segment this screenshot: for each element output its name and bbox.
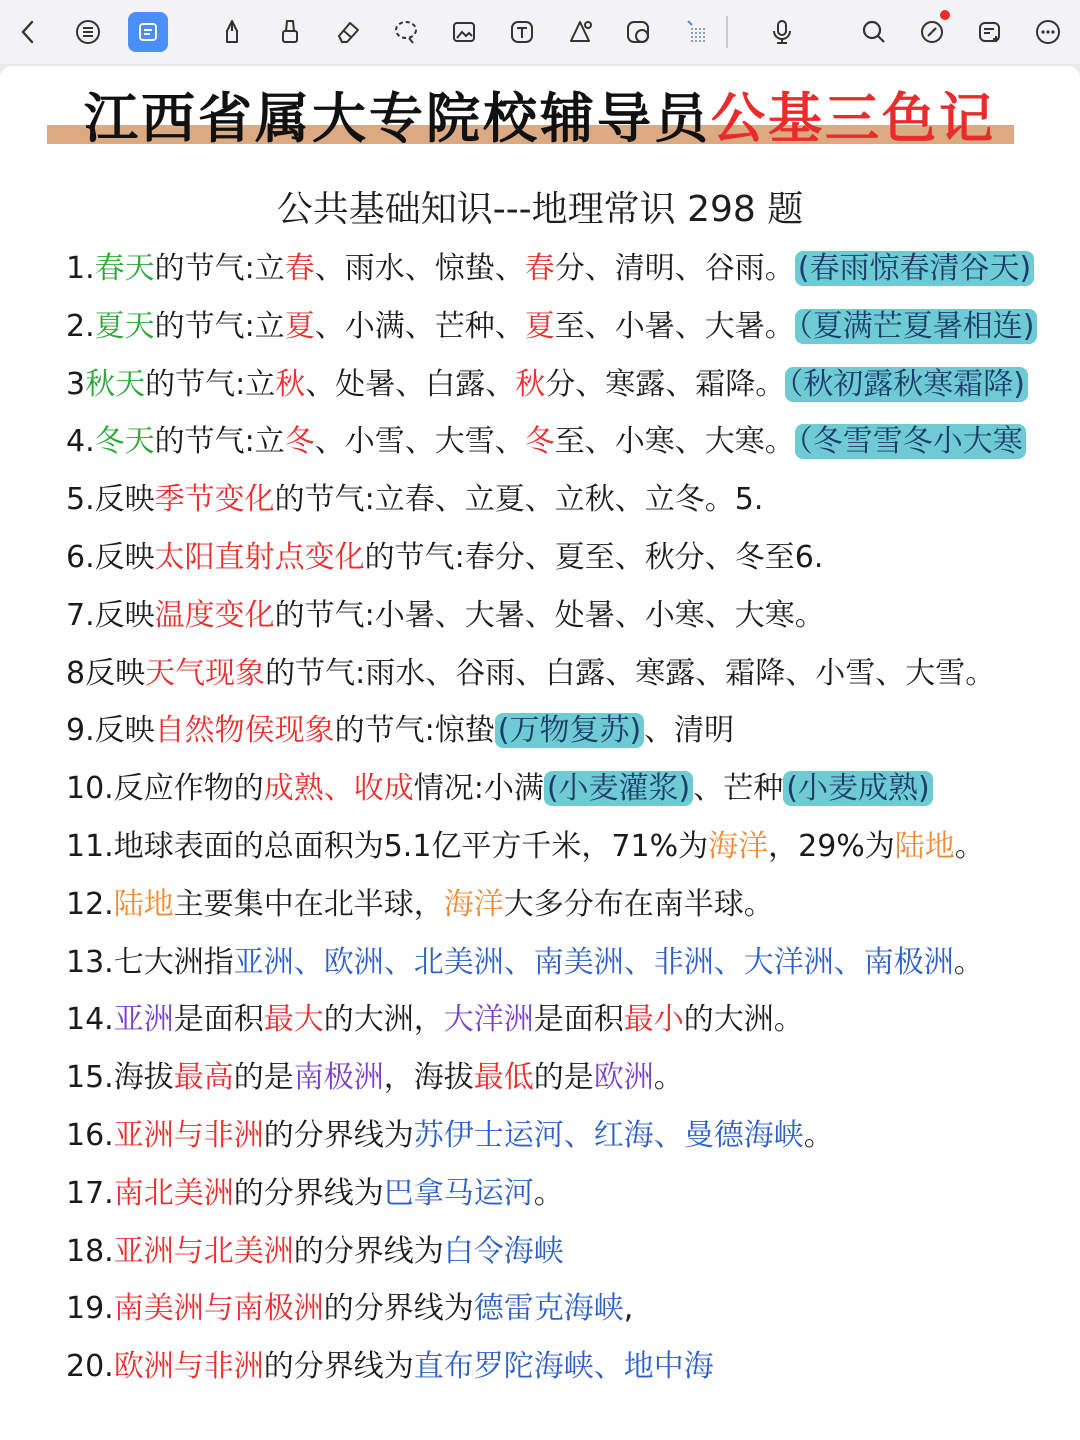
text-segment: 的分界线为 — [293, 1233, 444, 1269]
colored-text: 直布罗陀海峡、地中海 — [413, 1349, 714, 1385]
text-segment: 是面积 — [173, 1002, 264, 1038]
list-item — [66, 1111, 1056, 1169]
colored-text: 海洋 — [443, 886, 504, 922]
list-item — [66, 1169, 1056, 1227]
text-segment: 的分界线为 — [233, 1175, 384, 1211]
colored-text: 成熟、收成 — [263, 771, 414, 807]
text-segment: 的节气:立春、立夏、立秋、立冬。5. — [274, 482, 764, 518]
microphone-icon[interactable] — [762, 12, 802, 52]
image-icon[interactable] — [444, 12, 484, 52]
colored-text: 最高 — [173, 1060, 234, 1096]
text-segment: , — [623, 1291, 634, 1327]
colored-text: 秋 — [275, 366, 306, 402]
list-item — [66, 417, 1056, 475]
colored-text: 春天 — [94, 251, 155, 286]
text-segment: 主要集中在北半球， — [173, 886, 444, 922]
list-item — [66, 649, 1056, 707]
colored-text: 最低 — [473, 1060, 534, 1096]
highlighted-text: （夏满芒夏暑相连) — [795, 309, 1038, 344]
text-segment: 的节气:立 — [145, 366, 276, 402]
list-item — [66, 1284, 1056, 1342]
colored-text: 南极洲 — [293, 1060, 384, 1096]
colored-text: 最小 — [623, 1002, 684, 1038]
text-segment: 13.七大洲指 — [66, 944, 234, 980]
add-page-icon[interactable] — [970, 12, 1010, 52]
text-segment: 、雨水、惊蛰、 — [314, 251, 525, 286]
list-item — [66, 302, 1056, 360]
text-segment: 。 — [954, 828, 985, 864]
text-segment: 12. — [66, 886, 114, 922]
list-item — [66, 1053, 1056, 1111]
list-item — [66, 533, 1056, 591]
text-segment: 的大洲。 — [683, 1002, 804, 1038]
laser-icon[interactable] — [676, 12, 716, 52]
highlighted-text: (小麦灌浆) — [544, 771, 693, 806]
colored-text: 天气现象 — [145, 655, 266, 691]
highlighted-text: (万物复苏) — [495, 713, 644, 748]
text-segment: 大多分布在南半球。 — [503, 886, 774, 922]
page-title — [0, 76, 1080, 153]
text-segment: 的节气:小暑、大暑、处暑、小寒、大寒。 — [274, 597, 825, 633]
text-segment: 17. — [66, 1175, 114, 1211]
title-main: 江西省属大专院校辅导员 — [84, 87, 711, 150]
colored-text: 巴拿马运河 — [383, 1175, 534, 1211]
highlighted-text: （秋初露秋寒霜降) — [785, 367, 1028, 402]
colored-text: 亚洲 — [113, 1002, 174, 1038]
text-segment: 16. — [66, 1117, 114, 1153]
text-segment: 的节气:立 — [154, 308, 285, 344]
list-icon[interactable] — [68, 12, 108, 52]
text-segment: 的分界线为 — [263, 1349, 414, 1385]
list-item — [66, 995, 1056, 1053]
back-icon[interactable] — [8, 12, 48, 52]
text-segment: 8反映 — [66, 655, 146, 691]
colored-text: 季节变化 — [154, 482, 275, 518]
colored-text: 欧洲与非洲 — [113, 1349, 264, 1385]
text-segment: 14. — [66, 1002, 114, 1038]
text-segment: 的大洲， — [323, 1002, 444, 1038]
list-item — [66, 706, 1056, 764]
list-item — [66, 1342, 1056, 1400]
colored-text: 冬天 — [94, 424, 155, 460]
text-segment: 、小雪、大雪、 — [314, 424, 525, 460]
text-segment: ，29%为 — [768, 828, 895, 864]
text-segment: 的节气:雨水、谷雨、白露、寒露、霜降、小雪、大雪。 — [265, 655, 996, 691]
search-icon[interactable] — [854, 12, 894, 52]
list-item — [66, 938, 1056, 996]
text-segment: 的节气:立 — [154, 424, 285, 460]
colored-text: 亚洲与北美洲 — [113, 1233, 294, 1269]
text-segment: 是面积 — [533, 1002, 624, 1038]
toolbar-divider — [726, 16, 728, 48]
text-segment: 的分界线为 — [323, 1291, 474, 1327]
text-segment: 的节气:立 — [154, 251, 285, 286]
colored-text: 亚洲、欧洲、北美洲、南美洲、非洲、大洋洲、南极洲 — [233, 944, 954, 980]
text-segment: 2. — [66, 308, 95, 344]
text-segment: 4. — [66, 424, 95, 460]
colored-text: 冬 — [284, 424, 315, 460]
colored-text: 温度变化 — [154, 597, 275, 633]
text-segment: 6.反映 — [66, 539, 155, 575]
text-segment: 19. — [66, 1291, 114, 1327]
toolbar — [0, 0, 1080, 64]
colored-text: 海洋 — [708, 828, 769, 864]
text-segment: 、清明 — [644, 713, 735, 749]
eraser-icon[interactable] — [328, 12, 368, 52]
text-segment: 情况:小满 — [413, 771, 544, 807]
more-icon[interactable] — [1028, 12, 1068, 52]
colored-text: 秋天 — [85, 366, 146, 402]
text-segment: 的是 — [233, 1060, 294, 1096]
shapes-icon[interactable] — [560, 12, 600, 52]
colored-text: 大洋洲 — [443, 1002, 534, 1038]
text-icon[interactable] — [502, 12, 542, 52]
colored-text: 秋 — [515, 366, 546, 402]
list-item — [66, 360, 1056, 418]
question-list — [66, 244, 1056, 1400]
list-item — [66, 475, 1056, 533]
colored-text: 最大 — [263, 1002, 324, 1038]
colored-text: 春 — [284, 251, 315, 286]
text-segment: ，海拔 — [383, 1060, 474, 1096]
colored-text: 苏伊士运河、红海、曼德海峡 — [413, 1117, 804, 1153]
text-segment: 7.反映 — [66, 597, 155, 633]
text-segment: 、芒种 — [693, 771, 784, 807]
text-segment: 。 — [653, 1060, 684, 1096]
colored-text: 南北美洲 — [113, 1175, 234, 1211]
title-highlight: 公基三色记 — [711, 87, 996, 150]
lasso-icon[interactable] — [386, 12, 426, 52]
text-segment: 3 — [66, 366, 86, 402]
colored-text: 陆地 — [113, 886, 174, 922]
text-segment: 9.反映 — [66, 713, 155, 749]
text-segment: 的是 — [533, 1060, 594, 1096]
text-segment: 的节气:惊蛰 — [334, 713, 495, 749]
list-item — [66, 591, 1056, 649]
text-segment: 分、清明、谷雨。 — [554, 251, 795, 286]
list-item — [66, 1227, 1056, 1285]
document-icon[interactable] — [128, 12, 168, 52]
text-segment: 。 — [953, 944, 984, 980]
colored-text: 亚洲与非洲 — [113, 1117, 264, 1153]
recording-dot — [940, 10, 950, 20]
note-page[interactable] — [0, 66, 1080, 1440]
text-segment: 。 — [803, 1117, 834, 1153]
highlighted-text: (春雨惊春清谷天) — [795, 251, 1034, 286]
text-segment: 的节气:春分、夏至、秋分、冬至6. — [364, 539, 824, 575]
text-segment: 。 — [533, 1175, 564, 1211]
colored-text: 太阳直射点变化 — [154, 539, 365, 575]
list-item — [66, 880, 1056, 938]
colored-text: 陆地 — [894, 828, 955, 864]
text-segment: 、处暑、白露、 — [305, 366, 516, 402]
colored-text: 冬 — [524, 424, 555, 460]
text-segment: 至、小暑、大暑。 — [554, 308, 795, 344]
text-segment: 18. — [66, 1233, 114, 1269]
text-segment: 、小满、芒种、 — [314, 308, 525, 344]
colored-text: 夏天 — [94, 308, 155, 344]
colored-text: 欧洲 — [593, 1060, 654, 1096]
highlighted-text: （冬雪雪冬小大寒 — [795, 424, 1026, 459]
text-segment: 至、小寒、大寒。 — [554, 424, 795, 460]
text-segment: 15.海拔 — [66, 1060, 174, 1096]
text-segment: 分、寒露、霜降。 — [545, 366, 786, 402]
sticker-icon[interactable] — [618, 12, 658, 52]
list-item — [66, 244, 1056, 302]
subtitle: 公共基础知识---地理常识 298 题 — [276, 189, 804, 230]
text-segment: 10.反应作物的 — [66, 771, 264, 807]
pen-icon[interactable] — [212, 12, 252, 52]
highlighter-icon[interactable] — [270, 12, 310, 52]
colored-text: 夏 — [524, 308, 555, 344]
text-segment: 11.地球表面的总面积为5.1亿平方千米，71%为 — [66, 828, 709, 864]
highlighted-text: (小麦成熟) — [783, 771, 932, 806]
text-segment: 5.反映 — [66, 482, 155, 518]
text-segment: 20. — [66, 1349, 114, 1385]
colored-text: 自然物侯现象 — [154, 713, 335, 749]
colored-text: 夏 — [284, 308, 315, 344]
colored-text: 白令海峡 — [443, 1233, 564, 1269]
colored-text: 德雷克海峡 — [473, 1291, 624, 1327]
colored-text: 南美洲与南极洲 — [113, 1291, 324, 1327]
list-item — [66, 822, 1056, 880]
list-item — [66, 764, 1056, 822]
text-segment: 1. — [66, 251, 95, 286]
colored-text: 春 — [524, 251, 555, 286]
text-segment: 的分界线为 — [263, 1117, 414, 1153]
